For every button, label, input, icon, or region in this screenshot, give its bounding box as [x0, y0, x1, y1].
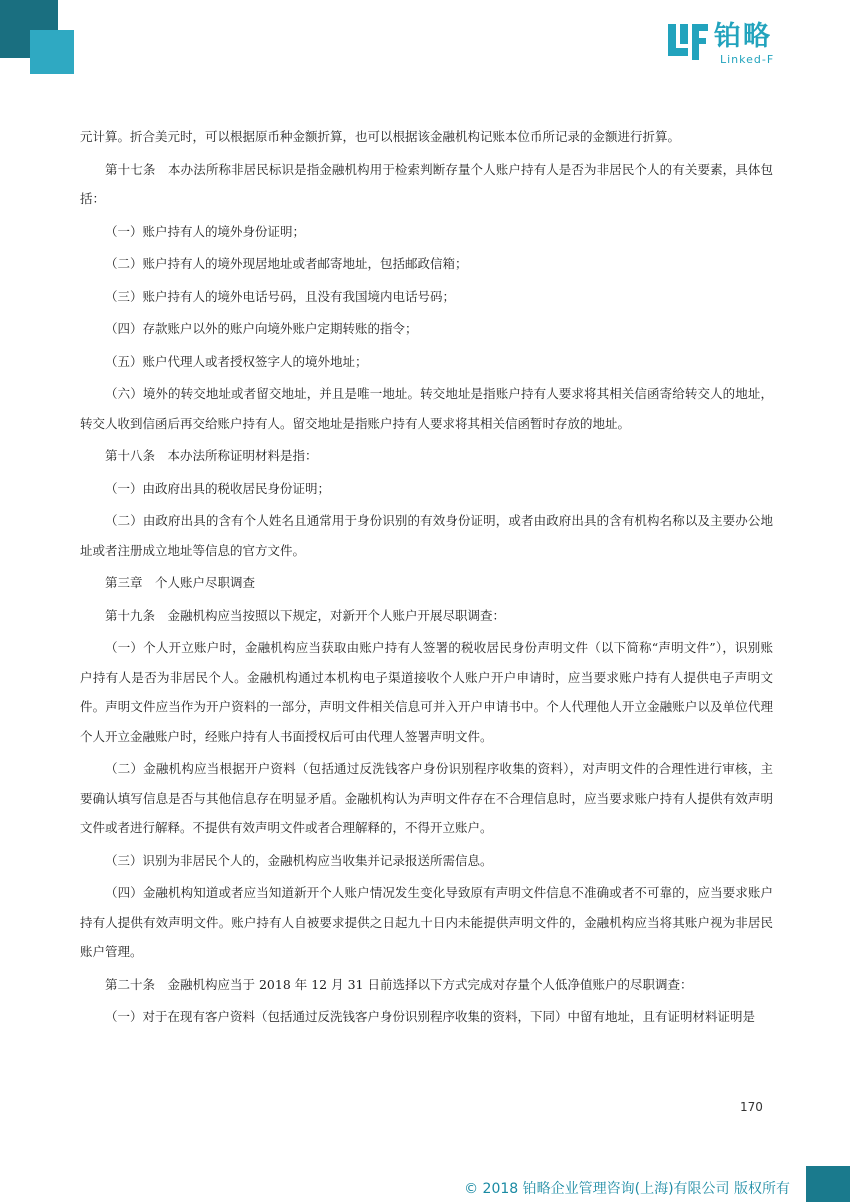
footer-copyright: © 2018 铂略企业管理咨询(上海)有限公司 版权所有 [464, 1181, 790, 1197]
list-item: （一）个人开立账户时，金融机构应当获取由账户持有人签署的税收居民身份声明文件（以下简称“声明文件”），识别账户持有人是否为非居民个人。金融机构通过本机构电子渠道接收个人账户开户申请时，应当要求账户持有人提供电子声明文件。声明文件应当作为开户资料的一部分，声明文件相关信息可并入开户申请书中。个人代理他人开立金融账户以及单位代理个人开立金融账户时，经账户持有人书面授权后可由代理人签署声明文件。 [80, 640, 773, 744]
article-20: 第二十条 金融机构应当于 2018 年 12 月 31 日前选择以下方式完成对存量个人低净值账户的尽职调查： [105, 976, 693, 992]
list-item: （三）识别为非居民个人的，金融机构应当收集并记录报送所需信息。 [105, 852, 493, 868]
logo-english-name: Linked-F [720, 53, 775, 66]
list-item: （一）账户持有人的境外身份证明； [105, 223, 306, 239]
document-body [80, 122, 773, 1032]
list-item: （一）由政府出具的税收居民身份证明； [105, 480, 331, 496]
list-item: （二）账户持有人的境外现居地址或者邮寄地址，包括邮政信箱； [105, 256, 468, 271]
list-item: （三）账户持有人的境外电话号码，且没有我国境内电话号码； [105, 288, 456, 304]
list-item: （二）金融机构应当根据开户资料（包括通过反洗钱客户身份识别程序收集的资料），对声明文件的合理性进行审核，主要确认填写信息是否与其他信息存在明显矛盾。金融机构认为声明文件存在不合理信息时，应当要求账户持有人提供有效声明文件或者进行解释。不提供有效声明文件或者合理解释的，不得开立账户。 [80, 761, 773, 835]
list-item: （二）由政府出具的含有个人姓名且通常用于身份识别的有效身份证明，或者由政府出具的含有机构名称以及主要办公地址或者注册成立地址等信息的官方文件。 [80, 513, 773, 558]
list-item: （六）境外的转交地址或者留交地址，并且是唯一地址。转交地址是指账户持有人要求将其相关信函寄给转交人的地址，转交人收到信函后再交给账户持有人。留交地址是指账户持有人要求将其相关信函暂时存放的地址。 [80, 386, 773, 431]
chapter-heading: 第三章 个人账户尽职调查 [105, 575, 256, 590]
article-18: 第十八条 本办法所称证明材料是指： [105, 448, 318, 463]
footer-decoration [806, 1166, 850, 1202]
logo-chinese-name: 铂略 [714, 21, 772, 52]
list-item: （四）金融机构知道或者应当知道新开个人账户情况发生变化导致原有声明文件信息不准确或者不可靠的，应当要求账户持有人提供有效声明文件。账户持有人自被要求提供之日起九十日内未能提供声明文件的，金融机构应当将其账户视为非居民账户管理。 [80, 885, 773, 959]
list-item: （四）存款账户以外的账户向境外账户定期转账的指令； [105, 321, 418, 336]
list-item: （五）账户代理人或者授权签字人的境外地址； [105, 353, 368, 369]
paragraph: 元计算。折合美元时，可以根据原币种金额折算，也可以根据该金融机构记账本位币所记录的金额进行折算。 [80, 129, 681, 144]
article-17: 第十七条 本办法所称非居民标识是指金融机构用于检索判断存量个人账户持有人是否为非居民个人的有关要素，具体包括： [80, 161, 773, 206]
corner-decoration-light [30, 30, 74, 74]
logo-mark-icon [668, 22, 710, 62]
article-19: 第十九条 金融机构应当按照以下规定，对新开个人账户开展尽职调查： [105, 607, 506, 623]
brand-logo [668, 20, 798, 66]
list-item: （一）对于在现有客户资料（包括通过反洗钱客户身份识别程序收集的资料，下同）中留有地址，且有证明材料证明是 [105, 1009, 756, 1024]
page-number: 170 [740, 1100, 763, 1114]
